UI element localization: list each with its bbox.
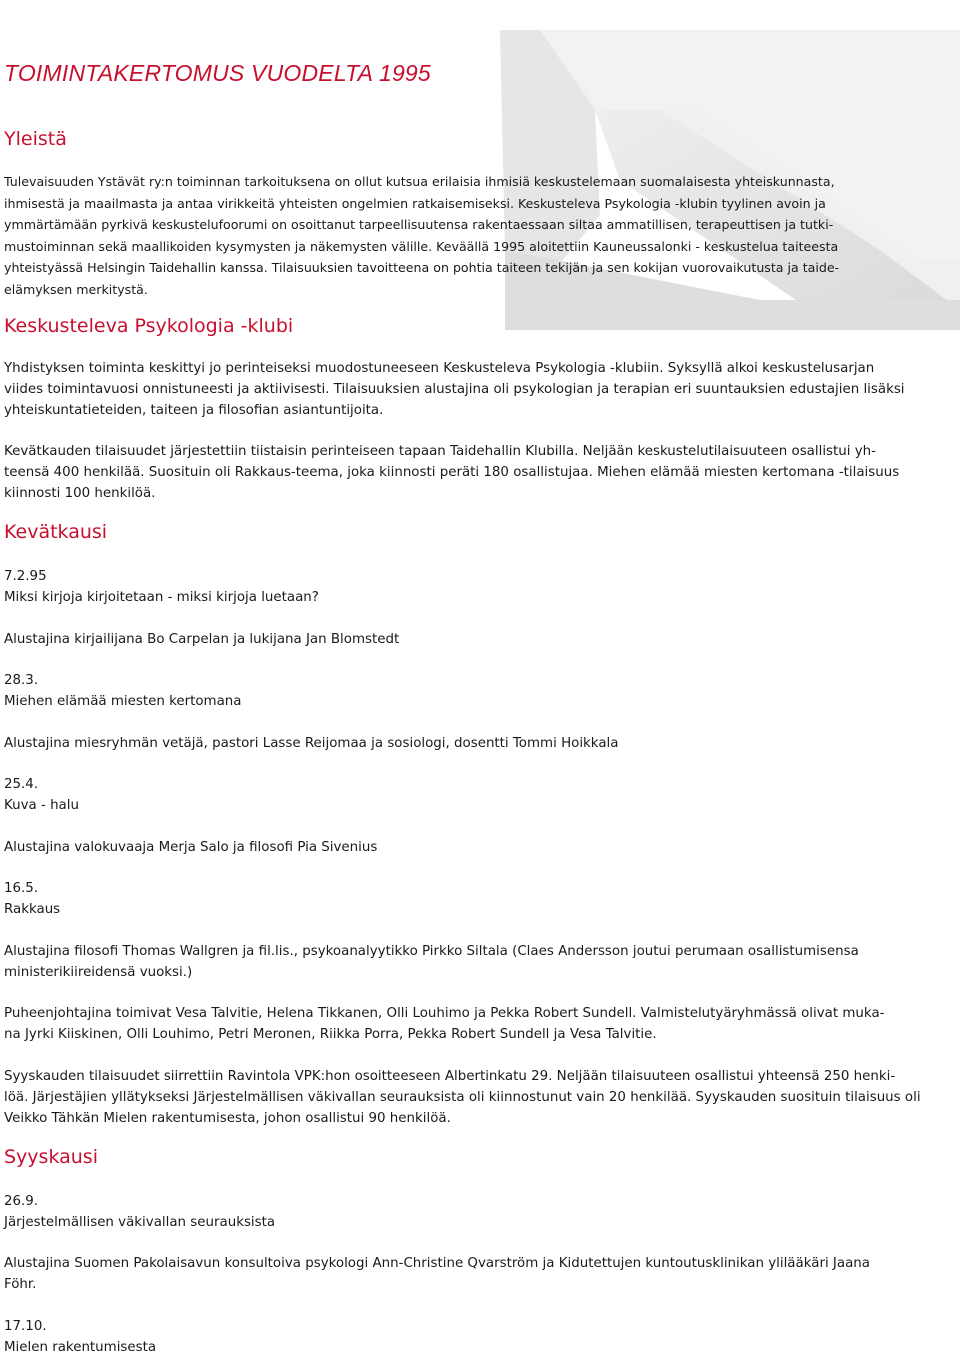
event-speakers: Alustajina kirjailijana Bo Carpelan ja lukijana Jan Blomstedt bbox=[4, 632, 400, 647]
text-line: Tulevaisuuden Ystävät ry:n toiminnan tarkoituksena on ollut kutsua erilaisia ihmisiä keskustelemaan suomalaisesta yhteiskunnasta, bbox=[4, 174, 835, 189]
event-speakers bbox=[4, 941, 916, 983]
paragraph-chairs bbox=[4, 1003, 916, 1045]
paragraph-yleista bbox=[4, 171, 916, 300]
text-line: löä. Järjestäjien yllätykseksi Järjestelmällisen väkivallan seurauksista oli kiinnostunut vain 20 henkilää. Syyskauden suosituin tilaisuus oli bbox=[4, 1090, 921, 1105]
event-topic: Rakkaus bbox=[4, 902, 61, 917]
section-heading-yleista: Yleistä bbox=[4, 128, 67, 150]
section-heading-klubi: Keskusteleva Psykologia -klubi bbox=[4, 315, 294, 337]
event-date: 17.10. bbox=[4, 1319, 47, 1334]
text-line: elämyksen merkitystä. bbox=[4, 281, 148, 297]
document-title: TOIMINTAKERTOMUS VUODELTA 1995 bbox=[4, 60, 431, 86]
event-date: 25.4. bbox=[4, 777, 39, 792]
text-line: Veikko Tähkän Mielen rakentumisesta, johon osallistui 90 henkilöä. bbox=[4, 1111, 451, 1126]
text-line: Alustajina filosofi Thomas Wallgren ja fil.lis., psykoanalyytikko Pirkko Siltala (Claes Andersson joutui perumaan osallistumisensa bbox=[4, 944, 859, 959]
section-heading-syyskausi: Syyskausi bbox=[4, 1146, 98, 1168]
event-speakers: Alustajina valokuvaaja Merja Salo ja filosofi Pia Sivenius bbox=[4, 840, 378, 855]
event-speakers: Alustajina miesryhmän vetäjä, pastori Lasse Reijomaa ja sosiologi, dosentti Tommi Hoikkala bbox=[4, 736, 619, 751]
event-date: 7.2.95 bbox=[4, 569, 47, 584]
text-line: ymmärtämään pyrkivä keskustelufoorumi on osoittanut tarpeellisuutensa rakentaessaan siltaa ammatillisen, terapeuttisen ja tutki- bbox=[4, 217, 834, 232]
event-date: 28.3. bbox=[4, 673, 39, 688]
event-topic: Kuva - halu bbox=[4, 798, 79, 813]
text-line: Yhdistyksen toiminta keskittyi jo perinteiseksi muodostuneeseen Keskusteleva Psykologia -klubiin. Syksyllä alkoi keskustelusarjan bbox=[4, 361, 875, 376]
text-line: ministerikiireidensä vuoksi.) bbox=[4, 965, 193, 980]
event-speakers bbox=[4, 1253, 916, 1295]
text-line: viides toimintavuosi onnistuneesti ja aktiivisesti. Tilaisuuksien alustajina oli psykologian ja terapian eri suuntauksien edustajien lisäksi bbox=[4, 382, 905, 397]
text-line: Kevätkauden tilaisuudet järjestettiin tiistaisin perinteiseen tapaan Taidehallin Klubilla. Neljään keskustelutilaisuuteen osallistui yh- bbox=[4, 444, 876, 459]
text-line: na Jyrki Kiiskinen, Olli Louhimo, Petri Meronen, Riikka Porra, Pekka Robert Sundell ja Vesa Talvitie. bbox=[4, 1027, 657, 1042]
text-line: Föhr. bbox=[4, 1277, 37, 1292]
event-topic: Mielen rakentumisesta bbox=[4, 1340, 157, 1355]
paragraph-autumn-note bbox=[4, 1066, 921, 1129]
event-topic: Järjestelmällisen väkivallan seurauksista bbox=[4, 1215, 276, 1230]
text-line: Puheenjohtajina toimivat Vesa Talvitie, Helena Tikkanen, Olli Louhimo ja Pekka Robert Sundell. Valmistelutyäryhmässä olivat muka- bbox=[4, 1006, 885, 1021]
event-topic: Miehen elämää miesten kertomana bbox=[4, 694, 242, 709]
paragraph-klubi-2 bbox=[4, 441, 916, 504]
event-date: 26.9. bbox=[4, 1194, 39, 1209]
section-heading-kevatkausi: Kevätkausi bbox=[4, 521, 108, 543]
text-line: kiinnosti 100 henkilöä. bbox=[4, 486, 156, 501]
text-line: teensä 400 henkilää. Suosituin oli Rakkaus-teema, joka kiinnosti peräti 180 osallistujaa. Miehen elämää miesten kertomana -tilaisuus bbox=[4, 465, 900, 480]
text-line: Alustajina Suomen Pakolaisavun konsultoiva psykologi Ann-Christine Qvarström ja Kidutettujen kuntoutusklinikan ylilääkäri Jaana bbox=[4, 1256, 870, 1271]
text-line: yhteiskuntatieteiden, taiteen ja filosofian asiantuntijoita. bbox=[4, 403, 384, 418]
text-line: yhteistyässä Helsingin Taidehallin kanssa. Tilaisuuksien tavoitteena on pohtia taiteen tekijän ja sen kokijan vuorovaikutusta ja taide- bbox=[4, 260, 840, 275]
paragraph-klubi-1 bbox=[4, 358, 916, 421]
event-topic: Miksi kirjoja kirjoitetaan - miksi kirjoja luetaan? bbox=[4, 590, 319, 605]
text-line: ihmisestä ja maailmasta ja antaa virikkeitä yhteisten ongelmien ratkaisemiseksi. Keskusteleva Psykologia -klubin tyylinen avoin ja bbox=[4, 195, 826, 211]
text-line: mustoiminnan sekä maallikoiden kysymysten ja näkemysten välille. Keväällä 1995 aloitettiin Kauneussalonki - keskustelua taiteesta bbox=[4, 238, 839, 254]
event-date: 16.5. bbox=[4, 881, 39, 896]
text-line: Syyskauden tilaisuudet siirrettiin Ravintola VPK:hon osoitteeseen Albertinkatu 29. Neljään tilaisuuteen osallistui yhteensä 250 henki- bbox=[4, 1069, 896, 1084]
